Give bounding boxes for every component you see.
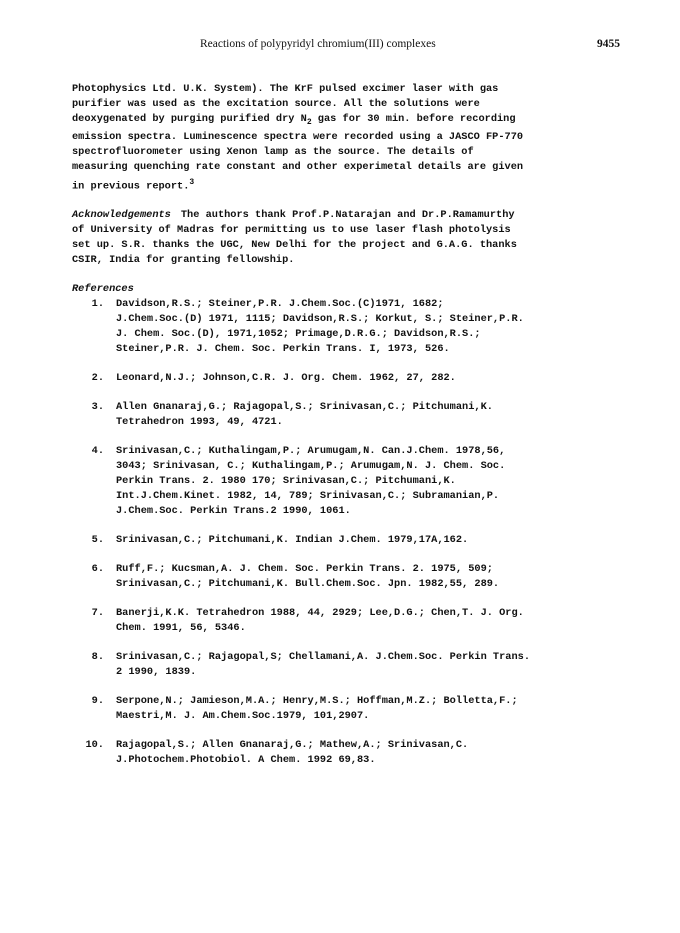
reference-text bbox=[116, 400, 600, 430]
reference-number: 4. bbox=[91, 445, 104, 458]
reference-line: Serpone,N.; Jamieson,M.A.; Henry,M.S.; Hoffman,M.Z.; Bolletta,F.; bbox=[116, 695, 518, 708]
acknowledgements-heading: Acknowledgements bbox=[72, 209, 171, 222]
reference-line: Int.J.Chem.Kinet. 1982, 14, 789; Srinivasan,C.; Subramanian,P. bbox=[116, 490, 500, 503]
page-body bbox=[72, 82, 600, 782]
reference-line: Perkin Trans. 2. 1980 170; Srinivasan,C.; Pitchumani,K. bbox=[116, 475, 456, 488]
reference-text bbox=[116, 694, 600, 724]
reference-line: Steiner,P.R. J. Chem. Soc. Perkin Trans. I, 1973, 526. bbox=[116, 343, 450, 356]
reference-line: J. Chem. Soc.(D), 1971,1052; Primage,D.R.G.; Davidson,R.S.; bbox=[116, 328, 481, 341]
reference-number: 7. bbox=[91, 607, 104, 620]
experimental-paragraph bbox=[72, 82, 600, 194]
reference-number: 5. bbox=[91, 534, 104, 547]
reference-text bbox=[116, 650, 600, 680]
reference-line: 3043; Srinivasan, C.; Kuthalingam,P.; Arumugam,N. J. Chem. Soc. bbox=[116, 460, 506, 473]
reference-line: Srinivasan,C.; Rajagopal,S; Chellamani,A. J.Chem.Soc. Perkin Trans. bbox=[116, 651, 531, 664]
reference-item bbox=[72, 562, 600, 592]
reference-line: 2 1990, 1839. bbox=[116, 666, 197, 679]
reference-line: Banerji,K.K. Tetrahedron 1988, 44, 2929; Lee,D.G.; Chen,T. J. Org. bbox=[116, 607, 524, 620]
reference-number: 10. bbox=[85, 739, 104, 752]
reference-number: 2. bbox=[91, 372, 104, 385]
reference-number: 1. bbox=[91, 298, 104, 311]
reference-item bbox=[72, 371, 600, 386]
text-line: set up. S.R. thanks the UGC, New Delhi for the project and G.A.G. thanks bbox=[72, 239, 517, 252]
reference-line: Chem. 1991, 56, 5346. bbox=[116, 622, 246, 635]
page-number: 9455 bbox=[597, 38, 620, 50]
reference-line: Srinivasan,C.; Pitchumani,K. Indian J.Chem. 1979,17A,162. bbox=[116, 534, 469, 547]
reference-item bbox=[72, 297, 600, 357]
reference-item bbox=[72, 738, 600, 768]
reference-line: Ruff,F.; Kucsman,A. J. Chem. Soc. Perkin Trans. 2. 1975, 509; bbox=[116, 563, 493, 576]
reference-item bbox=[72, 694, 600, 724]
reference-item bbox=[72, 533, 600, 548]
reference-line: Tetrahedron 1993, 49, 4721. bbox=[116, 416, 283, 429]
reference-number: 6. bbox=[91, 563, 104, 576]
reference-line: Srinivasan,C.; Kuthalingam,P.; Arumugam,N. Can.J.Chem. 1978,56, bbox=[116, 445, 506, 458]
reference-line: Davidson,R.S.; Steiner,P.R. J.Chem.Soc.(C)1971, 1682; bbox=[116, 298, 444, 311]
running-title: Reactions of polypyridyl chromium(III) complexes bbox=[200, 38, 436, 50]
acknowledgements-paragraph bbox=[72, 208, 600, 268]
reference-line: Maestri,M. J. Am.Chem.Soc.1979, 101,2907. bbox=[116, 710, 370, 723]
reference-line: J.Photochem.Photobiol. A Chem. 1992 69,83. bbox=[116, 754, 376, 767]
reference-number: 9. bbox=[91, 695, 104, 708]
reference-line: Rajagopal,S.; Allen Gnanaraj,G.; Mathew,A.; Srinivasan,C. bbox=[116, 739, 469, 752]
reference-line: J.Chem.Soc.(D) 1971, 1115; Davidson,R.S.; Korkut, S.; Steiner,P.R. bbox=[116, 313, 524, 326]
text-line: deoxygenated by purging purified dry $N_2$ gas for 30 min. before recording bbox=[72, 113, 516, 128]
reference-number: 3. bbox=[91, 401, 104, 414]
references-heading: References bbox=[72, 283, 134, 296]
reference-line: J.Chem.Soc. Perkin Trans.2 1990, 1061. bbox=[116, 505, 351, 518]
text-line: of University of Madras for permitting us to use laser flash photolysis bbox=[72, 224, 511, 237]
reference-item bbox=[72, 400, 600, 430]
reference-text bbox=[116, 444, 600, 519]
text-line: purifier was used as the excitation source. All the solutions were bbox=[72, 98, 480, 110]
reference-list bbox=[72, 297, 600, 768]
text-line: emission spectra. Luminescence spectra were recorded using a JASCO FP-770 bbox=[72, 131, 524, 144]
reference-number: 8. bbox=[91, 651, 104, 664]
reference-item bbox=[72, 650, 600, 680]
reference-text bbox=[116, 371, 600, 386]
text-line: Photophysics Ltd. U.K. System). The KrF pulsed excimer laser with gas bbox=[72, 83, 499, 95]
reference-text bbox=[116, 562, 600, 592]
reference-item bbox=[72, 444, 600, 519]
reference-text bbox=[116, 533, 600, 548]
text-line: spectrofluorometer using Xenon lamp as the source. The details of bbox=[72, 146, 474, 159]
running-header bbox=[200, 38, 620, 54]
reference-text bbox=[116, 297, 600, 357]
reference-line: Leonard,N.J.; Johnson,C.R. J. Org. Chem. 1962, 27, 282. bbox=[116, 372, 456, 385]
reference-item bbox=[72, 606, 600, 636]
text-line: in previous report.$^3$ bbox=[72, 178, 195, 193]
text-line: measuring quenching rate constant and other experimetal details are given bbox=[72, 161, 524, 174]
text-line: Acknowledgements The authors thank Prof.P.Natarajan and Dr.P.Ramamurthy bbox=[72, 209, 515, 222]
reference-line: Srinivasan,C.; Pitchumani,K. Bull.Chem.Soc. Jpn. 1982,55, 289. bbox=[116, 578, 500, 591]
reference-text bbox=[116, 606, 600, 636]
reference-line: Allen Gnanaraj,G.; Rajagopal,S.; Srinivasan,C.; Pitchumani,K. bbox=[116, 401, 493, 414]
reference-text bbox=[116, 738, 600, 768]
text-line: CSIR, India for granting fellowship. bbox=[72, 254, 295, 267]
